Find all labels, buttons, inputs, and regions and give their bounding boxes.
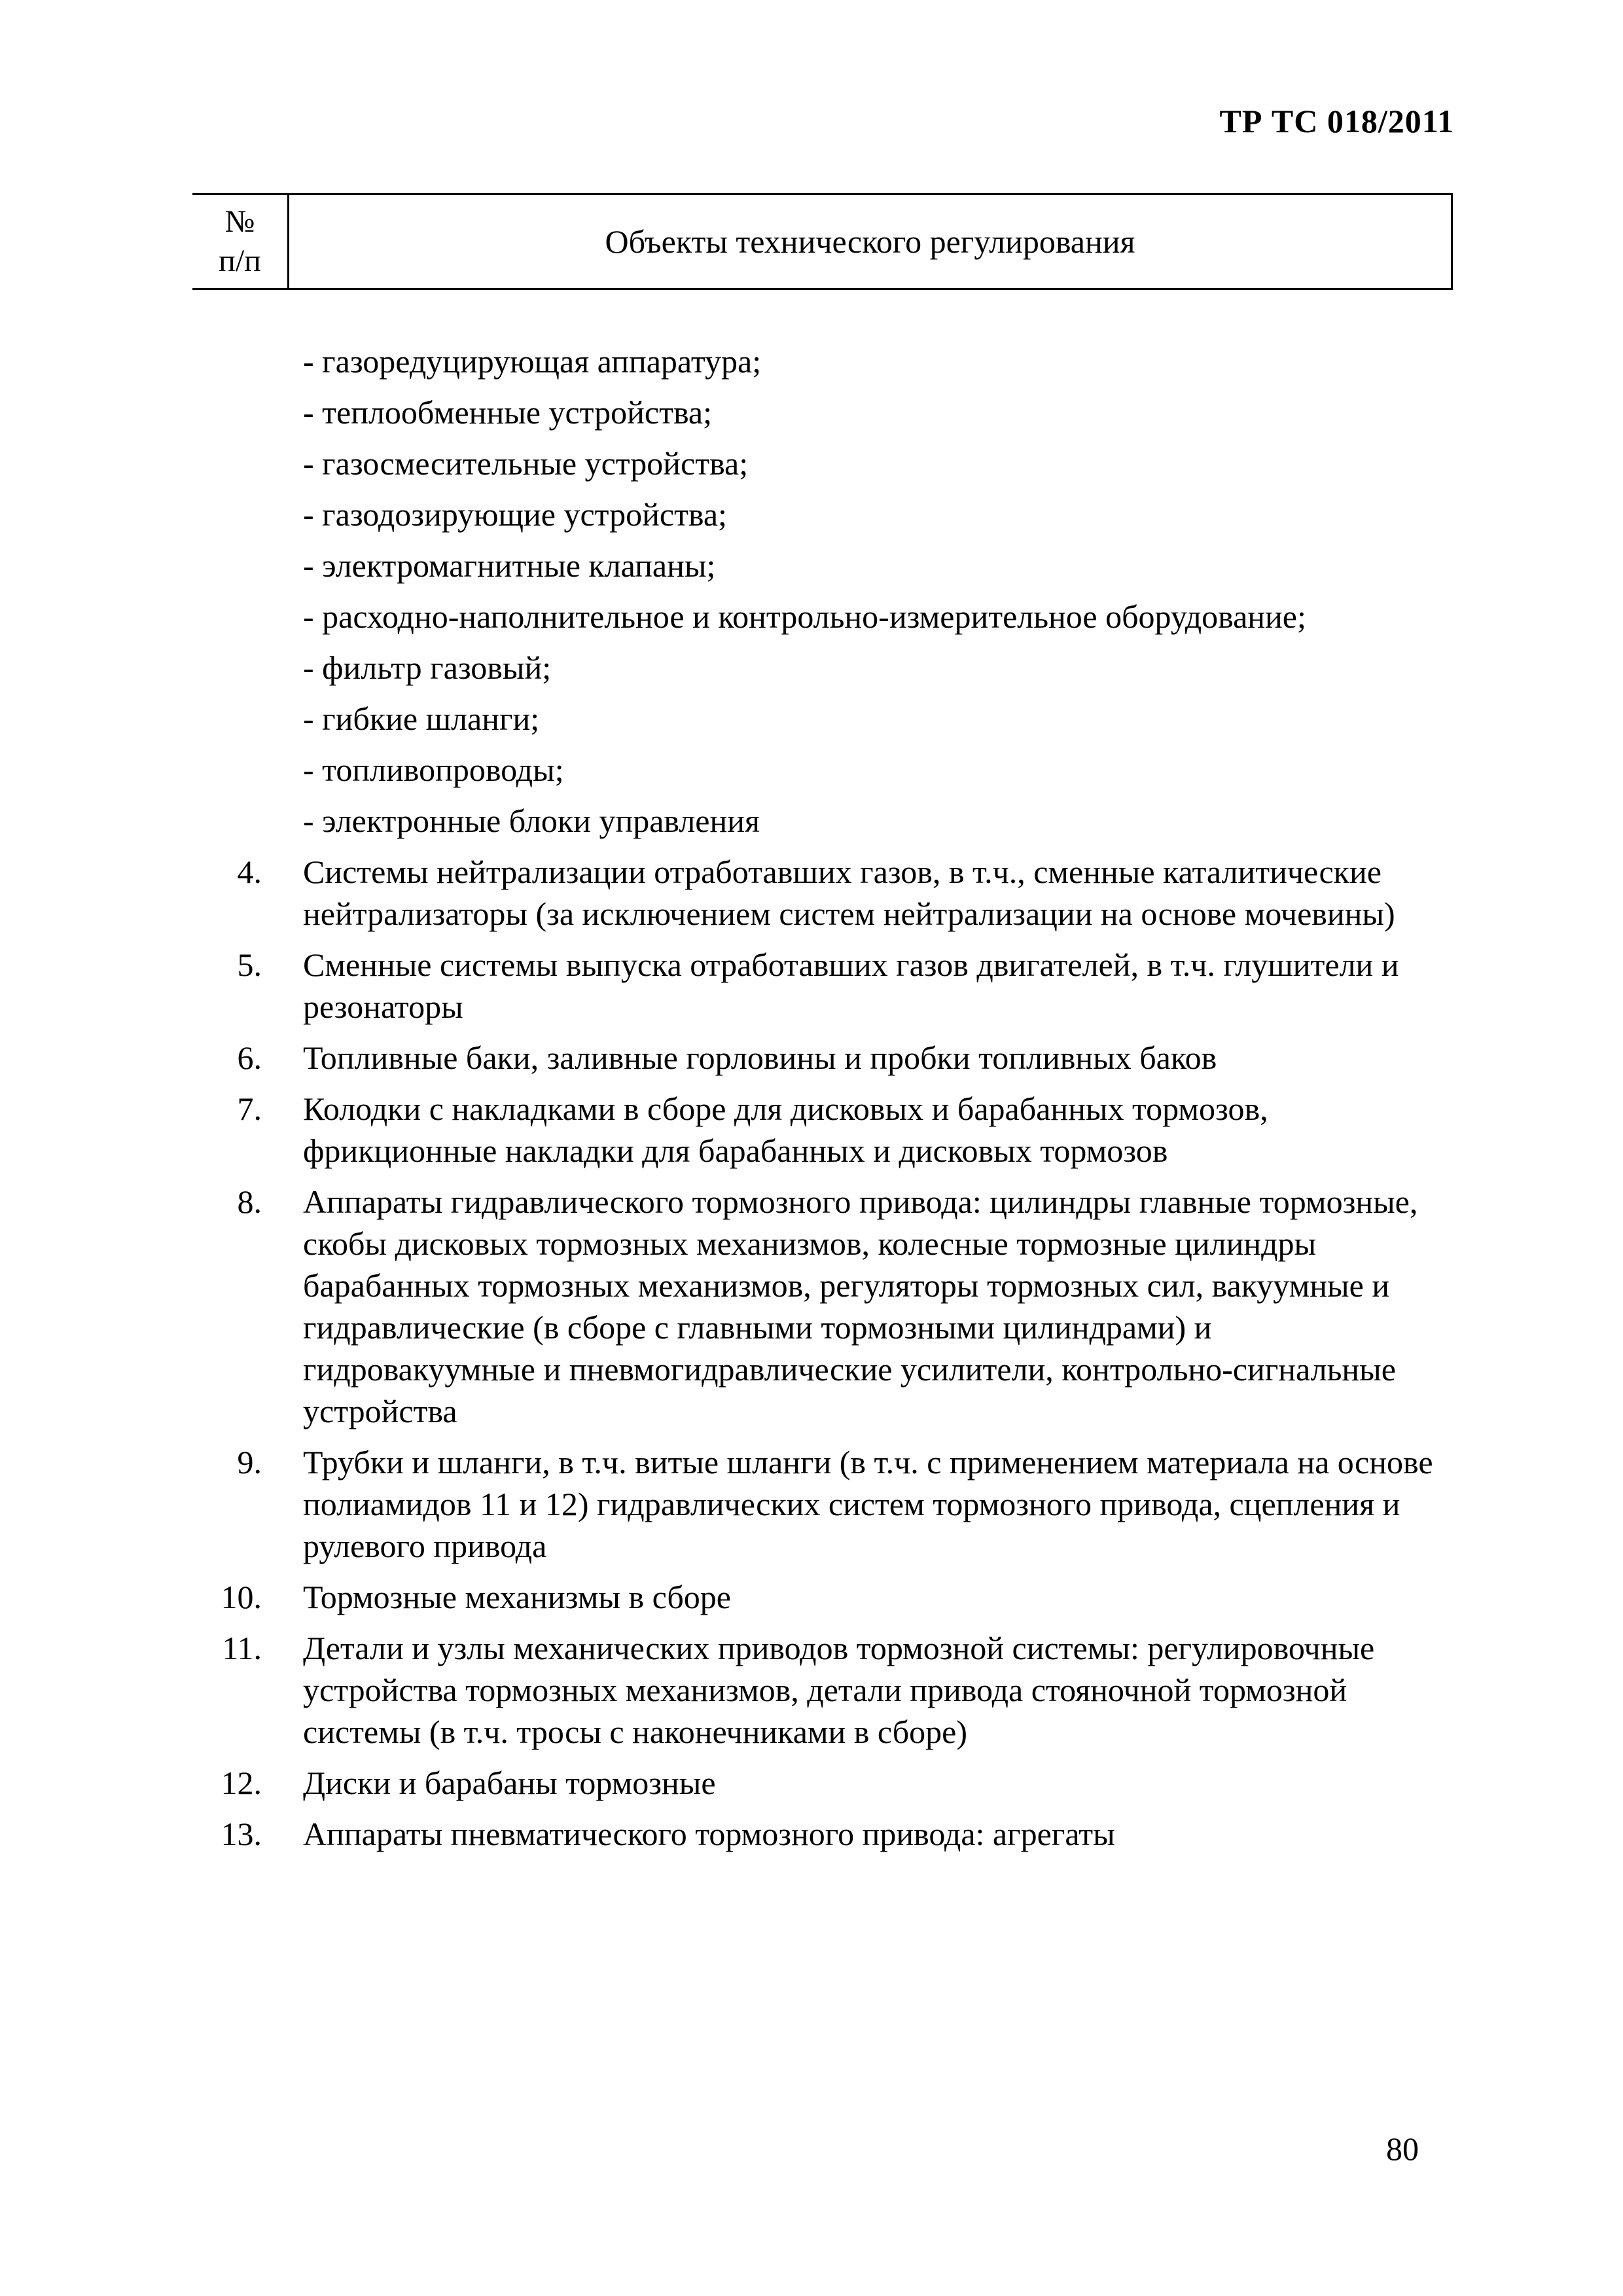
list-item: - газодозирующие устройства; xyxy=(303,496,727,533)
number-abbrev: п/п xyxy=(219,243,261,278)
table-row xyxy=(0,1441,1623,1567)
row-number: 9. xyxy=(237,1444,262,1480)
list-item: - расходно-наполнительное и контрольно-измерительное оборудование; xyxy=(303,598,1306,635)
page-number: 80 xyxy=(1386,2130,1419,2167)
row-text: Аппараты пневматического тормозного привода: агрегаты xyxy=(303,1816,1115,1852)
row-text: Тормозные механизмы в сборе xyxy=(303,1579,732,1615)
number-sign: № xyxy=(224,204,255,239)
row-number: 7. xyxy=(237,1090,262,1127)
table-header xyxy=(192,193,1453,290)
list-item: - топливопроводы; xyxy=(303,751,564,788)
row-text: Топливные баки, заливные горловины и пробки топливных баков xyxy=(303,1039,1217,1076)
row-number: 10. xyxy=(221,1579,262,1615)
row-text: Аппараты гидравлического тормозного привода: цилиндры главные тормозные, скобы дисковых тормозных механизмов, колесные тормозные цилиндры барабанных тормозных механизмов, регуляторы тормозных сил, вакуумные и гидравлические (в сборе с главными тормозными цилиндрами) и гидровакуумные и пневмогидравлические усилители, контрольно-сигнальные устройства xyxy=(303,1183,1418,1429)
row-text: Трубки и шланги, в т.ч. витые шланги (в т.ч. с применением материала на основе полиамидов 11 и 12) гидравлических систем тормозного привода, сцепления и рулевого привода xyxy=(303,1444,1433,1564)
table-body xyxy=(0,340,1623,1864)
row-number: 4. xyxy=(237,853,262,890)
table-row xyxy=(0,944,1623,1028)
row-text: Системы нейтрализации отработавших газов, в т.ч., сменные каталитические нейтрализаторы (за исключением систем нейтрализации на основе мочевины) xyxy=(303,853,1395,932)
list-item: - электронные блоки управления xyxy=(303,802,760,839)
table-row xyxy=(0,851,1623,935)
row-number: 8. xyxy=(237,1183,262,1220)
table-row xyxy=(0,1088,1623,1172)
list-item: - гибкие шланги; xyxy=(303,700,540,737)
row-number: 5. xyxy=(237,946,262,983)
list-item: - электромагнитные клапаны; xyxy=(303,547,716,584)
row-text: Диски и барабаны тормозные xyxy=(303,1765,716,1801)
column-header-title: Объекты технического регулирования xyxy=(605,223,1135,260)
table-row xyxy=(0,1762,1623,1804)
list-item: - газоредуцирующая аппаратура; xyxy=(303,343,762,380)
list-item: - теплообменные устройства; xyxy=(303,394,712,431)
document-code: ТР ТС 018/2011 xyxy=(1219,103,1454,139)
table-row xyxy=(0,1576,1623,1618)
list-item: - газосмесительные устройства; xyxy=(303,445,749,482)
table-row xyxy=(0,1813,1623,1855)
row-text: Детали и узлы механических приводов тормозной системы: регулировочные устройства тормозных механизмов, детали привода стояночной тормозной системы (в т.ч. тросы с наконечниками в сборе) xyxy=(303,1630,1375,1750)
table-row xyxy=(0,1181,1623,1432)
list-item: - фильтр газовый; xyxy=(303,649,552,686)
table-row xyxy=(0,1037,1623,1079)
table-row xyxy=(0,1627,1623,1753)
row-number: 6. xyxy=(237,1039,262,1076)
row-text: Сменные системы выпуска отработавших газов двигателей, в т.ч. глушители и резонаторы xyxy=(303,946,1399,1025)
row-number: 11. xyxy=(222,1630,262,1666)
row-number: 13. xyxy=(221,1816,262,1852)
row-number: 12. xyxy=(221,1765,262,1801)
column-header-number xyxy=(192,195,289,288)
row-text: Колодки с накладками в сборе для дисковых и барабанных тормозов, фрикционные накладки для барабанных и дисковых тормозов xyxy=(303,1090,1268,1169)
